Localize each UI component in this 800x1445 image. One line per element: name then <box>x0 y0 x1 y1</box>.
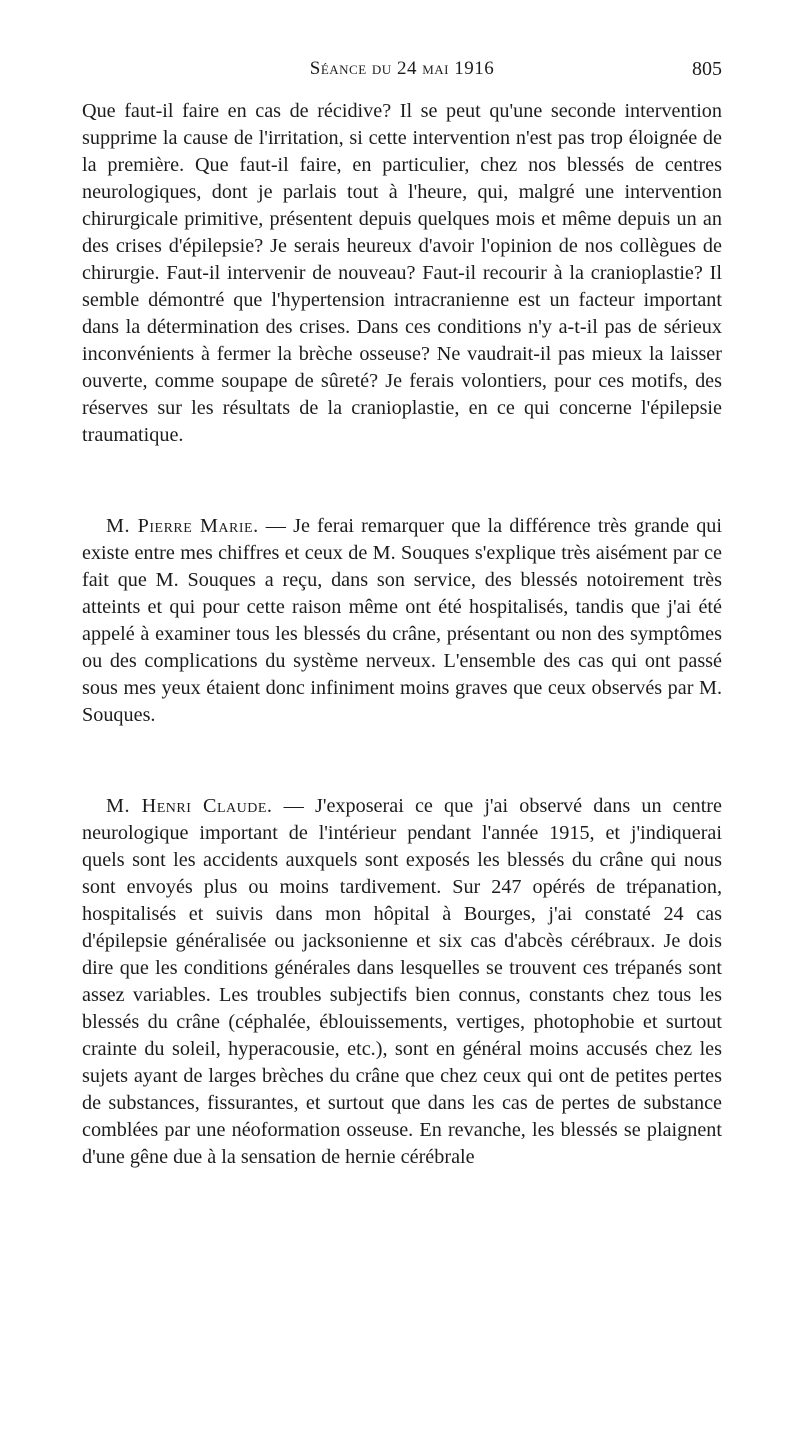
paragraph-2 <box>82 513 722 729</box>
page-number: 805 <box>692 58 722 80</box>
running-head <box>82 58 722 88</box>
paragraph-3 <box>82 793 722 1171</box>
paragraph-1 <box>82 98 722 449</box>
paragraph-1-text: Que faut-il faire en cas de récidive? Il se peut qu'une seconde intervention supprime la cause de l'irritation, si cette intervention n'est pas trop éloignée de la première. Que faut-il faire, en particulier, chez nos blessés de centres neurologiques, dont je parlais tout à l'heure, qui, malgré une intervention chirurgicale primitive, présentent depuis quelques mois et même depuis un an des crises d'épilepsie? Je serais heureux d'avoir l'opinion de nos collègues de chirurgie. Faut-il intervenir de nouveau? Faut-il recourir à la cranioplastie? Il semble démontré que l'hypertension intracranienne est un facteur important dans la détermination des crises. Dans ces conditions n'y a-t-il pas de sérieux inconvénients à fermer la brèche osseuse? Ne vaudrait-il pas mieux la laisser ouverte, comme soupape de sûreté? Je ferais volontiers, pour ces motifs, des réserves sur les résultats de la cranioplastie, en ce qui concerne l'épilepsie traumatique. <box>82 100 722 446</box>
body-text <box>82 98 722 1171</box>
speaker-name: M. Henri Claude. <box>106 795 273 817</box>
paragraph-3-text: — J'exposerai ce que j'ai observé dans un centre neurologique important de l'intérieur pendant l'année 1915, et j'indiquerai quels sont les accidents auxquels sont exposés les blessés du crâne qui nous sont envoyés plus ou moins tardivement. Sur 247 opérés de trépanation, hospitalisés et suivis dans mon hôpital à Bourges, j'ai constaté 24 cas d'épilepsie généralisée ou jacksonienne et six cas d'abcès cérébraux. Je dois dire que les conditions générales dans lesquelles se trouvent ces trépanés sont assez variables. Les troubles subjectifs bien connus, constants chez tous les blessés du crâne (céphalée, éblouissements, vertiges, photophobie et surtout crainte du soleil, hyperacousie, etc.), sont en général moins accusés chez les sujets ayant de larges brèches du crâne que chez ceux qui ont de petites pertes de substances, fissurantes, et surtout que dans les cas de pertes de substance comblées par une néoformation osseuse. En revanche, les blessés se plaignent d'une gêne due à la sensation de hernie cérébrale <box>82 795 722 1168</box>
paragraph-2-text: — Je ferai remarquer que la différence très grande qui existe entre mes chiffres et ceux de M. Souques s'explique très aisément par ce fait que M. Souques a reçu, dans son service, des blessés notoirement très atteints et qui pour cette raison même ont été hospitalisés, tandis que j'ai été appelé à examiner tous les blessés du crâne, présentant ou non des symptômes ou des complications du système nerveux. L'ensemble des cas qui ont passé sous mes yeux étaient donc infiniment moins graves que ceux observés par M. Souques. <box>82 515 722 726</box>
running-title: Séance du 24 mai 1916 <box>309 58 495 79</box>
speaker-name: M. Pierre Marie. <box>106 515 259 537</box>
